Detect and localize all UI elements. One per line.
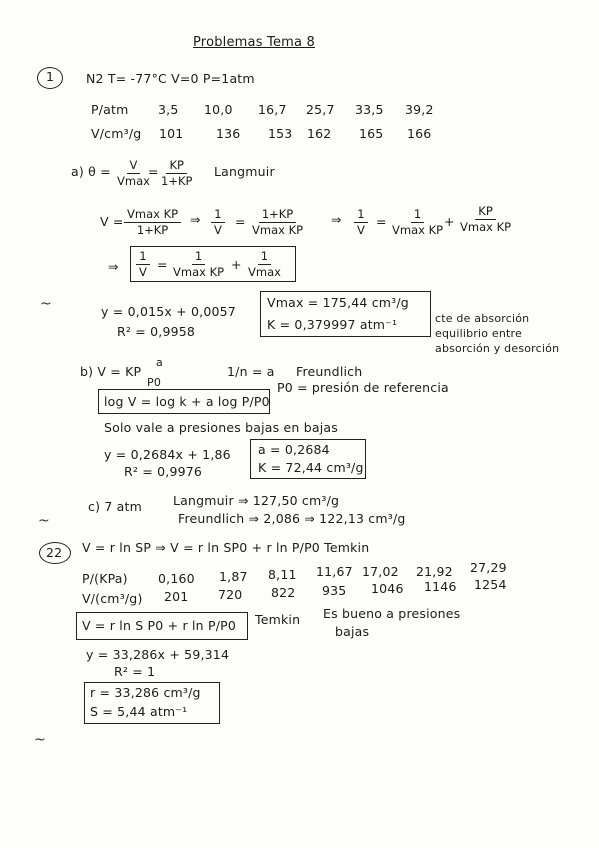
problem-conditions: N2 T= -77°C V=0 P=1atm	[86, 71, 255, 86]
linear-fit-equation: y = 33,286x + 59,314	[86, 647, 230, 662]
temkin-linear-form: V = r ln S P0 + r ln P/P0	[82, 618, 236, 633]
note-line: bajas	[335, 624, 370, 639]
equals-sign: =	[376, 214, 387, 229]
derivation-fraction: 1 Vmax KP	[392, 207, 444, 238]
derivation-fraction: KP Vmax KP	[460, 204, 512, 235]
derivation-lhs: V =	[100, 214, 124, 229]
model-name: Langmuir	[214, 164, 275, 179]
pressure-value: 11,67	[316, 564, 353, 579]
boxed-fraction: $\frac{1}{V}$	[136, 250, 150, 279]
exponent-relation: 1/n = a	[227, 364, 275, 379]
margin-mark: ~	[40, 296, 52, 312]
volume-value: 162	[307, 126, 332, 141]
volume-label: V/(cm³/g)	[82, 591, 143, 606]
linear-fit-equation: y = 0,2684x + 1,86	[104, 447, 231, 462]
volume-value: 166	[407, 126, 432, 141]
implies-arrow: ⇒	[331, 212, 342, 227]
derivation-fraction: Vmax KP 1+KP	[124, 208, 181, 237]
model-name: Temkin	[255, 612, 301, 627]
pressure-value: 16,7	[258, 102, 287, 117]
volume-value: 1046	[371, 581, 404, 596]
volume-label: V/cm³/g	[91, 126, 142, 141]
page-title: Problemas Tema 8	[193, 35, 315, 50]
pressure-value: 25,7	[306, 102, 335, 117]
pressure-value: 27,29	[470, 560, 507, 575]
equals-sign: =	[148, 164, 159, 179]
linear-fit-r2: R² = 0,9976	[124, 464, 203, 479]
volume-value: 201	[164, 589, 189, 604]
volume-value: 822	[271, 585, 296, 600]
implies-arrow: ⇒	[108, 259, 119, 274]
result-s: S = 5,44 atm⁻¹	[90, 704, 188, 719]
equals-sign: =	[235, 214, 246, 229]
volume-value: 1146	[424, 579, 457, 594]
part-c-label: c) 7 atm	[88, 499, 142, 514]
plus-sign: +	[444, 214, 455, 229]
pressure-label: P/(KPa)	[82, 571, 128, 586]
result-vmax: Vmax = 175,44 cm³/g	[267, 295, 409, 310]
linear-fit-r2: R² = 1	[114, 664, 156, 679]
reference-pressure-note: P0 = presión de referencia	[277, 380, 449, 395]
result-r: r = 33,286 cm³/g	[90, 685, 201, 700]
note-line: equilibrio entre	[435, 327, 522, 340]
volume-value: 136	[216, 126, 241, 141]
langmuir-result: Langmuir ⇒ 127,50 cm³/g	[173, 493, 340, 508]
linear-fit-equation: y = 0,015x + 0,0057	[101, 304, 236, 319]
pressure-label: P/atm	[91, 102, 129, 117]
margin-mark: ~	[38, 513, 50, 529]
pressure-value: 0,160	[158, 571, 195, 586]
pressure-value: 17,02	[362, 564, 399, 579]
pressure-value: 39,2	[405, 102, 434, 117]
freundlich-result: Freundlich ⇒ 2,086 ⇒ 122,13 cm³/g	[178, 511, 406, 526]
volume-value: 165	[359, 126, 384, 141]
linear-fit-r2: R² = 0,9958	[117, 324, 196, 339]
pressure-value: 33,5	[355, 102, 384, 117]
langmuir-fraction: $\frac{KP}{1+KP}$	[161, 158, 193, 189]
problem-number: 22	[46, 545, 63, 560]
pressure-value: 8,11	[268, 567, 297, 582]
note-line: Es bueno a presiones	[323, 606, 461, 621]
margin-mark: ~	[34, 732, 46, 748]
pressure-value: 10,0	[204, 102, 233, 117]
plus-sign: +	[231, 257, 242, 272]
freundlich-log-form: log V = log k + a log P/P0	[104, 394, 270, 409]
part-a-label: a) θ =	[71, 164, 111, 179]
exponent: a	[156, 356, 163, 369]
theta-fraction: V Vmax	[117, 158, 150, 189]
note-line: absorción y desorción	[435, 342, 560, 355]
result-k: K = 0,379997 atm⁻¹	[267, 317, 398, 332]
validity-note: Solo vale a presiones bajas en bajas	[104, 420, 338, 435]
derivation-fraction: $\frac{1}{V}$	[354, 208, 368, 237]
result-a: a = 0,2684	[258, 442, 330, 457]
boxed-fraction: 1 Vmax KP	[173, 249, 225, 280]
pressure-value: 1,87	[219, 569, 248, 584]
volume-value: 1254	[474, 577, 507, 592]
volume-value: 935	[322, 583, 347, 598]
volume-value: 153	[268, 126, 293, 141]
pressure-value: 21,92	[416, 564, 453, 579]
note-line: cte de absorción	[435, 312, 530, 325]
problem-number: 1	[46, 69, 55, 84]
temkin-equation: V = r ln SP ⇒ V = r ln SP0 + r ln P/P0 Temkin	[82, 540, 370, 555]
equals-sign: =	[157, 257, 168, 272]
part-b-label: b) V = KP	[80, 364, 142, 379]
derivation-fraction: 1+KP Vmax KP	[252, 207, 304, 238]
volume-value: 720	[218, 587, 243, 602]
volume-value: 101	[159, 126, 184, 141]
boxed-fraction: 1 Vmax	[248, 249, 281, 280]
derivation-fraction: $\frac{1}{V}$	[211, 208, 225, 237]
pressure-value: 3,5	[158, 102, 179, 117]
model-name: Freundlich	[296, 364, 363, 379]
subscript: P0	[147, 376, 162, 389]
result-k: K = 72,44 cm³/g	[258, 460, 364, 475]
implies-arrow: ⇒	[190, 212, 201, 227]
